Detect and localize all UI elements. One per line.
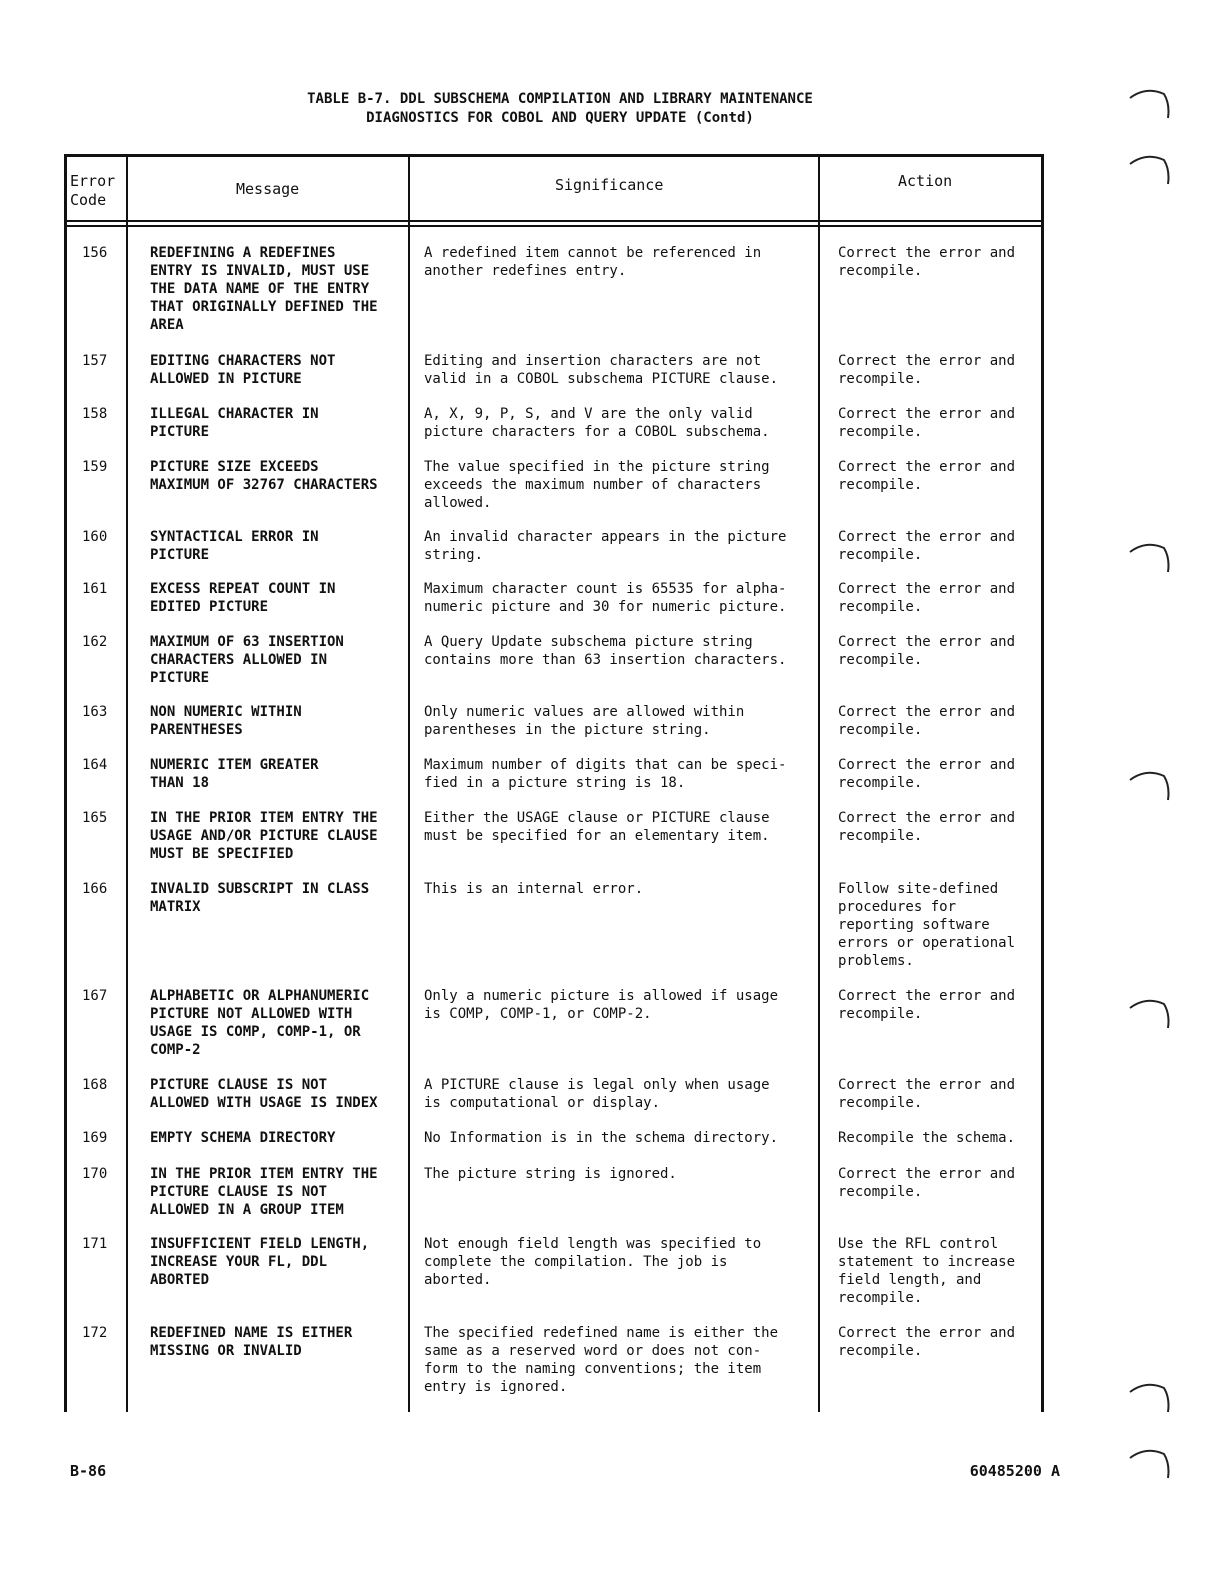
action: Correct the error and recompile. <box>838 634 1016 668</box>
message: MAXIMUM OF 63 INSERTION CHARACTERS ALLOWED IN PICTURE <box>150 634 344 686</box>
message: SYNTACTICAL ERROR IN PICTURE <box>150 529 319 563</box>
significance: This is an internal error. <box>424 881 644 897</box>
error-code: 157 <box>82 353 108 369</box>
significance: No Information is in the schema directory. <box>424 1130 779 1146</box>
punch-hole-mark <box>1126 538 1172 578</box>
punch-hole-mark <box>1126 766 1172 806</box>
significance: A, X, 9, P, S, and V are the only valid picture characters for a COBOL subschema. <box>424 406 770 440</box>
message: IN THE PRIOR ITEM ENTRY THE USAGE AND/OR PICTURE CLAUSE MUST BE SPECIFIED <box>150 810 378 862</box>
error-code: 166 <box>82 881 108 897</box>
header-error-code: Error Code <box>70 172 116 209</box>
significance: Either the USAGE clause or PICTURE clause must be specified for an elementary item. <box>424 810 770 844</box>
error-code: 164 <box>82 757 108 773</box>
error-code: 172 <box>82 1325 108 1341</box>
significance: Only numeric values are allowed within parentheses in the picture string. <box>424 704 745 738</box>
header-action: Action <box>898 172 953 190</box>
punch-hole-mark <box>1126 150 1172 190</box>
message: INVALID SUBSCRIPT IN CLASS MATRIX <box>150 881 370 915</box>
action: Correct the error and recompile. <box>838 581 1016 615</box>
message: NON NUMERIC WITHIN PARENTHESES <box>150 704 302 738</box>
error-code: 168 <box>82 1077 108 1093</box>
header-rule <box>64 220 1044 222</box>
table-title: TABLE B-7. DDL SUBSCHEMA COMPILATION AND LIBRARY MAINTENANCE DIAGNOSTICS FOR COBOL AND QUERY UPDATE (Contd) <box>307 91 813 126</box>
punch-hole-mark <box>1126 1378 1172 1418</box>
action: Correct the error and recompile. <box>838 1077 1016 1111</box>
significance: The value specified in the picture string exceeds the maximum number of characters allowed. <box>424 459 770 511</box>
error-code: 171 <box>82 1236 108 1252</box>
significance: The picture string is ignored. <box>424 1166 677 1182</box>
error-code: 158 <box>82 406 108 422</box>
document-number: 60485200 A <box>969 1462 1060 1480</box>
action: Correct the error and recompile. <box>838 810 1016 844</box>
message: REDEFINED NAME IS EITHER MISSING OR INVALID <box>150 1325 353 1359</box>
action: Correct the error and recompile. <box>838 1325 1016 1359</box>
message: INSUFFICIENT FIELD LENGTH, INCREASE YOUR FL, DDL ABORTED <box>150 1236 370 1288</box>
header-rule <box>64 225 1044 227</box>
error-code: 163 <box>82 704 108 720</box>
punch-hole-mark <box>1126 1444 1172 1484</box>
column-divider <box>818 154 820 1412</box>
error-code: 160 <box>82 529 108 545</box>
message: ILLEGAL CHARACTER IN PICTURE <box>150 406 319 440</box>
message: REDEFINING A REDEFINES ENTRY IS INVALID, MUST USE THE DATA NAME OF THE ENTRY THAT ORIGINALLY DEFINED THE AREA <box>150 245 378 333</box>
message: NUMERIC ITEM GREATER THAN 18 <box>150 757 319 791</box>
significance: Maximum number of digits that can be speci- fied in a picture string is 18. <box>424 757 787 791</box>
column-divider <box>126 154 128 1412</box>
action: Correct the error and recompile. <box>838 406 1016 440</box>
significance: Editing and insertion characters are not valid in a COBOL subschema PICTURE clause. <box>424 353 779 387</box>
action: Correct the error and recompile. <box>838 353 1016 387</box>
error-code: 169 <box>82 1130 108 1146</box>
action: Correct the error and recompile. <box>838 988 1016 1022</box>
error-code: 156 <box>82 245 108 261</box>
action: Correct the error and recompile. <box>838 459 1016 493</box>
action: Correct the error and recompile. <box>838 1166 1016 1200</box>
action: Use the RFL control statement to increase field length, and recompile. <box>838 1236 1016 1306</box>
significance: Maximum character count is 65535 for alpha- numeric picture and 30 for numeric picture. <box>424 581 787 615</box>
punch-hole-mark <box>1126 994 1172 1034</box>
significance: Not enough field length was specified to complete the compilation. The job is aborted. <box>424 1236 762 1288</box>
message: EMPTY SCHEMA DIRECTORY <box>150 1130 336 1146</box>
punch-hole-mark <box>1126 84 1172 124</box>
action: Correct the error and recompile. <box>838 757 1016 791</box>
error-code: 162 <box>82 634 108 650</box>
message: EXCESS REPEAT COUNT IN EDITED PICTURE <box>150 581 336 615</box>
message: PICTURE SIZE EXCEEDS MAXIMUM OF 32767 CHARACTERS <box>150 459 378 493</box>
page-number: B-86 <box>70 1462 107 1480</box>
message: ALPHABETIC OR ALPHANUMERIC PICTURE NOT ALLOWED WITH USAGE IS COMP, COMP-1, OR COMP-2 <box>150 988 370 1058</box>
header-message: Message <box>236 180 300 198</box>
action: Recompile the schema. <box>838 1130 1016 1146</box>
significance: A redefined item cannot be referenced in another redefines entry. <box>424 245 762 279</box>
message: EDITING CHARACTERS NOT ALLOWED IN PICTURE <box>150 353 336 387</box>
column-divider <box>408 154 410 1412</box>
significance: Only a numeric picture is allowed if usage is COMP, COMP-1, or COMP-2. <box>424 988 779 1022</box>
message: PICTURE CLAUSE IS NOT ALLOWED WITH USAGE IS INDEX <box>150 1077 378 1111</box>
significance: The specified redefined name is either the same as a reserved word or does not con- form to the naming conventions; the item entry is ignored. <box>424 1325 779 1395</box>
error-code: 161 <box>82 581 108 597</box>
action: Correct the error and recompile. <box>838 245 1016 279</box>
significance: A PICTURE clause is legal only when usage is computational or display. <box>424 1077 770 1111</box>
message: IN THE PRIOR ITEM ENTRY THE PICTURE CLAUSE IS NOT ALLOWED IN A GROUP ITEM <box>150 1166 378 1218</box>
action: Follow site-defined procedures for reporting software errors or operational problems. <box>838 881 1016 969</box>
action: Correct the error and recompile. <box>838 704 1016 738</box>
header-significance: Significance <box>555 176 664 194</box>
action: Correct the error and recompile. <box>838 529 1016 563</box>
significance: An invalid character appears in the picture string. <box>424 529 787 563</box>
error-code: 170 <box>82 1166 108 1182</box>
error-code: 165 <box>82 810 108 826</box>
significance: A Query Update subschema picture string contains more than 63 insertion characters. <box>424 634 787 668</box>
error-code: 167 <box>82 988 108 1004</box>
error-code: 159 <box>82 459 108 475</box>
